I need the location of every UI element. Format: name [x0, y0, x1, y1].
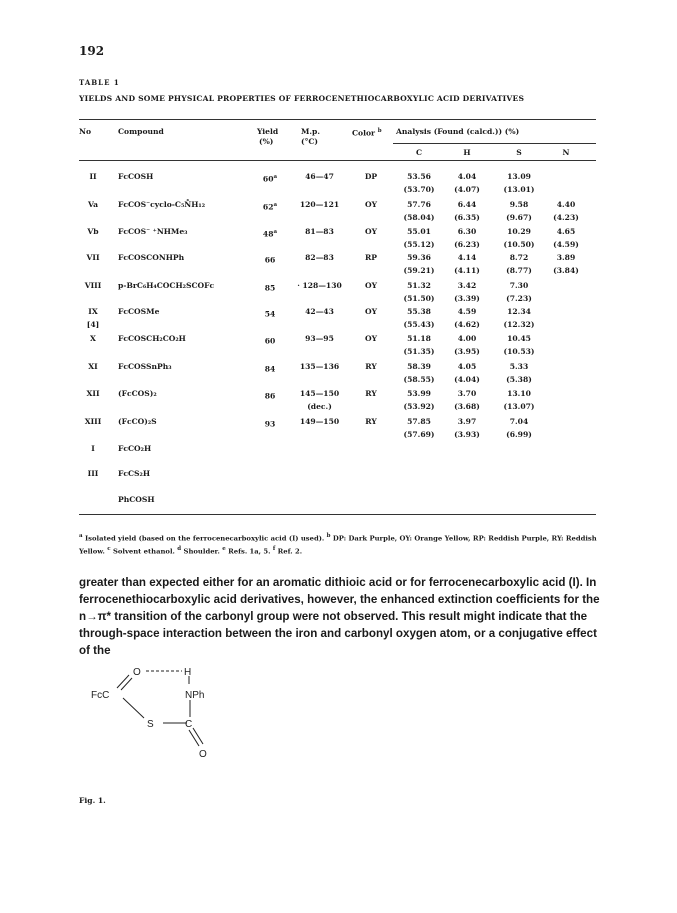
cell-h-value: 4.00 — [457, 334, 477, 343]
cell-yield-value: 62 — [262, 202, 274, 212]
cell-color-value: RP — [364, 253, 378, 262]
cell-compound — [118, 280, 253, 293]
footnote-d-text: Shoulder. — [183, 547, 220, 556]
cell-yield-value: 60 — [262, 174, 274, 184]
cell-c — [394, 199, 444, 224]
cell-h-value: 6.30 — [457, 227, 477, 236]
cell-s-value: 13.10 — [507, 389, 531, 398]
cell-mp — [292, 280, 347, 293]
cell-no-value: XII — [86, 389, 100, 398]
footnote-c-text: Solvent ethanol. — [112, 547, 175, 556]
cell-n-secondary: (4.23) — [553, 212, 579, 222]
cell-s-secondary: (13.07) — [503, 401, 535, 411]
cell-yield — [255, 416, 285, 431]
figure-caption: Fig. 1. — [79, 796, 106, 805]
footnote-b-mark: b — [326, 533, 331, 539]
cell-color-value: OY — [364, 334, 378, 343]
cell-no — [79, 333, 107, 346]
atom-h: H — [184, 667, 192, 678]
cell-mp — [292, 306, 347, 319]
cell-s — [494, 333, 544, 358]
cell-color — [352, 361, 390, 374]
header-color — [352, 126, 382, 139]
cell-h-secondary: (6.35) — [454, 212, 480, 222]
cell-s — [494, 443, 544, 456]
cell-mp — [292, 226, 347, 239]
cell-compound — [118, 494, 253, 507]
header-compound: Compound — [118, 127, 164, 136]
cell-color — [352, 171, 390, 184]
cell-s — [494, 388, 544, 413]
cell-s — [494, 468, 544, 481]
cell-mp — [292, 361, 347, 374]
footnote-e-text: Refs. 1a, 5. — [228, 547, 271, 556]
cell-mp — [292, 494, 347, 507]
cell-h-value: 6.44 — [457, 200, 477, 209]
cell-yield — [255, 252, 285, 267]
cell-no — [79, 171, 107, 184]
cell-c-value: 59.36 — [407, 253, 431, 262]
cell-no-value: X — [90, 334, 96, 343]
cell-yield-note: a — [273, 229, 278, 235]
footnote-f-mark: f — [272, 546, 276, 553]
structure-diagram — [89, 660, 229, 780]
cell-yield-note: a — [273, 174, 278, 180]
cell-c-secondary: (58.55) — [403, 374, 435, 384]
footnote-a-mark: a — [79, 533, 83, 539]
cell-c — [394, 468, 444, 481]
cell-s-value: 10.29 — [507, 227, 531, 236]
cell-c — [394, 171, 444, 196]
cell-compound — [118, 333, 253, 346]
cell-compound-value: FcCOSSnPh₃ — [118, 362, 172, 371]
footnote-d-mark: d — [177, 546, 182, 553]
cell-yield — [255, 199, 285, 214]
footnote-c-mark: c — [107, 546, 111, 553]
cell-compound-value: FcCS₂H — [118, 469, 151, 478]
cell-yield-value: 66 — [264, 255, 276, 265]
cell-mp — [292, 443, 347, 456]
cell-yield-value: 85 — [264, 283, 276, 293]
footnote-b-text: DP: Dark Purple, OY: Orange Yellow, RP: Reddish Purple, RY: Reddish Yellow. — [79, 534, 597, 556]
atom-fcc: FcC — [91, 690, 110, 701]
cell-compound — [118, 306, 253, 319]
cell-c-value: 57.85 — [407, 417, 431, 426]
cell-h — [447, 361, 487, 386]
footnote-e-mark: e — [222, 546, 226, 553]
table-footnote — [79, 531, 609, 558]
header-color-text: Color — [352, 128, 376, 138]
cell-yield-value: 86 — [264, 391, 276, 401]
table-header-rule — [79, 160, 596, 161]
bond-fcc-s — [123, 698, 144, 718]
cell-c-value: 51.18 — [407, 334, 431, 343]
cell-color — [352, 199, 390, 212]
cell-h-secondary: (4.07) — [454, 184, 480, 194]
cell-h-secondary: (3.95) — [454, 346, 480, 356]
cell-compound-value: (FcCO)₂S — [118, 417, 157, 426]
cell-mp — [292, 333, 347, 346]
cell-h — [447, 443, 487, 456]
cell-h-secondary: (3.93) — [454, 429, 480, 439]
cell-s-secondary: (12.32) — [503, 319, 535, 329]
cell-h — [447, 333, 487, 358]
atom-o1: O — [133, 667, 141, 678]
cell-mp-value: 93—95 — [305, 334, 334, 343]
cell-yield — [255, 171, 285, 186]
cell-no-value: II — [89, 172, 97, 181]
cell-n-value: 4.40 — [556, 200, 576, 209]
header-mp-unit: (°C) — [301, 137, 319, 146]
cell-compound-value: FcCOSMe — [118, 307, 160, 316]
cell-s — [494, 280, 544, 305]
cell-n — [546, 171, 586, 184]
cell-color-value: OY — [364, 307, 378, 316]
cell-s-secondary: (8.77) — [506, 265, 532, 275]
cell-color — [352, 252, 390, 265]
cell-h-secondary: (3.68) — [454, 401, 480, 411]
cell-s-value: 7.30 — [509, 281, 529, 290]
cell-mp-value: 42—43 — [305, 307, 334, 316]
cell-h-value: 3.97 — [457, 417, 477, 426]
cell-color — [352, 416, 390, 429]
cell-compound-value: PhCOSH — [118, 495, 155, 504]
cell-h — [447, 306, 487, 331]
cell-c — [394, 333, 444, 358]
cell-compound-value: (FcCOS)₂ — [118, 389, 157, 398]
cell-color-value: RY — [365, 389, 377, 398]
header-analysis: Analysis (Found (calcd.)) (%) — [396, 127, 520, 136]
cell-c-secondary: (58.04) — [403, 212, 435, 222]
footnote-f-text: Ref. 2. — [277, 547, 303, 556]
cell-s-secondary: (7.23) — [506, 293, 532, 303]
cell-s-secondary: (10.50) — [503, 239, 535, 249]
footnote-a-text: Isolated yield (based on the ferrocenecarboxylic acid (I) used). — [84, 534, 325, 543]
cell-c — [394, 361, 444, 386]
cell-h — [447, 226, 487, 251]
cell-no — [79, 468, 107, 481]
cell-h — [447, 416, 487, 441]
cell-mp-value: 46—47 — [305, 172, 334, 181]
cell-c — [394, 306, 444, 331]
cell-no — [79, 388, 107, 401]
cell-color — [352, 280, 390, 293]
cell-color-value: OY — [364, 227, 378, 236]
cell-c-secondary: (59.21) — [403, 265, 435, 275]
cell-h — [447, 468, 487, 481]
cell-n — [546, 226, 586, 251]
cell-h-value: 4.04 — [457, 172, 477, 181]
cell-color-value: RY — [365, 417, 377, 426]
cell-yield-value: 48 — [262, 229, 274, 239]
cell-compound-value: FcCOS⁻ ⁺NHMe₃ — [118, 227, 188, 236]
cell-compound — [118, 388, 253, 401]
cell-h-value: 3.42 — [457, 281, 477, 290]
cell-n — [546, 252, 586, 277]
cell-s-value: 9.58 — [509, 200, 529, 209]
header-mp: M.p. — [301, 127, 321, 136]
cell-yield — [255, 361, 285, 376]
cell-n — [546, 361, 586, 374]
header-n: N — [562, 148, 570, 157]
cell-no-value: XIII — [84, 417, 102, 426]
cell-no-value: XI — [88, 362, 98, 371]
cell-h — [447, 199, 487, 224]
cell-s — [494, 252, 544, 277]
cell-color — [352, 388, 390, 401]
cell-c-secondary: (51.50) — [403, 293, 435, 303]
cell-mp-value: 149—150 — [299, 417, 340, 426]
cell-s-value: 7.04 — [509, 417, 529, 426]
cell-h-value: 4.59 — [457, 307, 477, 316]
cell-no — [79, 252, 107, 265]
cell-c-value: 53.99 — [407, 389, 431, 398]
cell-c — [394, 388, 444, 413]
cell-no — [79, 226, 107, 239]
cell-h-secondary: (6.23) — [454, 239, 480, 249]
atom-c: C — [185, 719, 193, 730]
table-label: TABLE 1 — [79, 78, 120, 87]
cell-c-value: 57.76 — [407, 200, 431, 209]
header-h: H — [463, 148, 471, 157]
bond-c-o — [117, 675, 129, 688]
cell-mp-secondary: (dec.) — [307, 401, 332, 411]
header-s: S — [516, 148, 522, 157]
cell-compound — [118, 443, 253, 456]
cell-n-value: 4.65 — [556, 227, 576, 236]
cell-color-value: OY — [364, 281, 378, 290]
cell-s — [494, 494, 544, 507]
cell-h — [447, 171, 487, 196]
cell-mp-value: 135—136 — [299, 362, 340, 371]
cell-s-value: 13.09 — [507, 172, 531, 181]
cell-h — [447, 280, 487, 305]
cell-c — [394, 226, 444, 251]
cell-compound-value: FcCOS⁻cyclo-C₅N̊H₁₂ — [118, 200, 206, 209]
cell-yield — [255, 333, 285, 348]
cell-no-ref: [4] — [86, 319, 100, 329]
atom-s: S — [147, 719, 154, 730]
cell-n — [546, 416, 586, 429]
cell-yield — [255, 388, 285, 403]
cell-no-value: IX — [88, 307, 98, 316]
cell-mp — [292, 416, 347, 429]
cell-h-secondary: (4.11) — [454, 265, 480, 275]
page-number: 192 — [79, 44, 105, 58]
cell-no-value: III — [87, 469, 99, 478]
cell-compound — [118, 226, 253, 239]
cell-mp-value: 82—83 — [305, 253, 334, 262]
cell-c — [394, 494, 444, 507]
cell-no-value: VII — [86, 253, 100, 262]
cell-mp-value: 145—150 — [299, 389, 340, 398]
cell-c-value: 55.38 — [407, 307, 431, 316]
cell-n — [546, 388, 586, 401]
cell-color-value: DP — [364, 172, 378, 181]
bond-c-o2-double — [189, 730, 199, 746]
cell-s — [494, 306, 544, 331]
header-no: No — [79, 127, 92, 136]
cell-mp — [292, 171, 347, 184]
table-title: YIELDS AND SOME PHYSICAL PROPERTIES OF FERROCENETHIOCARBOXYLIC ACID DERIVATIVES — [79, 94, 525, 103]
cell-compound — [118, 361, 253, 374]
header-c: C — [415, 148, 423, 157]
cell-compound-value: FcCOSCONHPh — [118, 253, 185, 262]
cell-n — [546, 280, 586, 293]
atom-n: NPh — [185, 690, 205, 701]
cell-compound — [118, 199, 253, 212]
cell-yield-value: 93 — [264, 419, 276, 429]
bond-c-o-double — [121, 678, 132, 690]
cell-no-value: Vb — [87, 227, 99, 236]
cell-n-secondary: (4.59) — [553, 239, 579, 249]
cell-s-value: 5.33 — [509, 362, 529, 371]
cell-yield-note: a — [273, 202, 278, 208]
cell-s-secondary: (9.67) — [506, 212, 532, 222]
cell-s — [494, 361, 544, 386]
table-bottom-rule — [79, 514, 596, 515]
cell-compound-value: FcCOSCH₂CO₂H — [118, 334, 186, 343]
cell-h-value: 4.14 — [457, 253, 477, 262]
cell-s-value: 10.45 — [507, 334, 531, 343]
cell-compound — [118, 416, 253, 429]
cell-c — [394, 443, 444, 456]
cell-n — [546, 443, 586, 456]
analysis-rule — [393, 143, 596, 144]
cell-c-secondary: (53.70) — [403, 184, 435, 194]
cell-s-secondary: (10.53) — [503, 346, 535, 356]
cell-h-value: 4.05 — [457, 362, 477, 371]
cell-h — [447, 252, 487, 277]
cell-c-value: 55.01 — [407, 227, 431, 236]
cell-h-secondary: (3.39) — [454, 293, 480, 303]
body-paragraph: greater than expected either for an aromatic dithioic acid or for ferrocenecarboxylic acid (I). In ferrocenethiocarboxylic acid derivatives, however, the enhanced extinction coefficients for the n→π* transition of the carbonyl group were not observed. This result might indicate that the through-space interaction between the iron and carbonyl oxygen atom, or a conjugative effect of the — [79, 576, 600, 657]
cell-color-value: OY — [364, 200, 378, 209]
cell-yield-value: 84 — [264, 364, 276, 374]
cell-mp — [292, 252, 347, 265]
cell-s — [494, 416, 544, 441]
cell-s-value: 8.72 — [509, 253, 529, 262]
header-color-note: b — [377, 128, 382, 134]
cell-h — [447, 494, 487, 507]
cell-yield-value: 60 — [264, 336, 276, 346]
cell-n — [546, 333, 586, 346]
cell-mp — [292, 199, 347, 212]
cell-no — [79, 443, 107, 456]
cell-no-value: I — [91, 444, 95, 453]
cell-no-value: Va — [87, 200, 99, 209]
header-yield: Yield — [257, 127, 279, 136]
cell-c-secondary: (53.92) — [403, 401, 435, 411]
cell-c-secondary: (55.43) — [403, 319, 435, 329]
cell-color-value: RY — [365, 362, 377, 371]
atom-o2: O — [199, 749, 207, 760]
cell-color — [352, 306, 390, 319]
cell-c-secondary: (55.12) — [403, 239, 435, 249]
cell-no — [79, 361, 107, 374]
cell-compound — [118, 171, 253, 184]
cell-c-value: 51.32 — [407, 281, 431, 290]
cell-c-value: 53.56 — [407, 172, 431, 181]
cell-color — [352, 333, 390, 346]
cell-yield — [255, 306, 285, 321]
cell-h-secondary: (4.04) — [454, 374, 480, 384]
cell-h-value: 3.70 — [457, 389, 477, 398]
cell-compound-value: FcCO₂H — [118, 444, 152, 453]
cell-c-secondary: (51.35) — [403, 346, 435, 356]
cell-mp — [292, 388, 347, 413]
cell-n — [546, 306, 586, 319]
cell-c — [394, 252, 444, 277]
header-yield-unit: (%) — [259, 137, 274, 146]
cell-n — [546, 468, 586, 481]
cell-n-value: 3.89 — [556, 253, 576, 262]
cell-no — [79, 199, 107, 212]
cell-c-value: 58.39 — [407, 362, 431, 371]
cell-yield — [255, 226, 285, 241]
cell-c-secondary: (57.69) — [403, 429, 435, 439]
cell-mp-value: 120—121 — [299, 200, 340, 209]
cell-h — [447, 388, 487, 413]
cell-compound — [118, 468, 253, 481]
cell-no — [79, 306, 107, 331]
cell-compound — [118, 252, 253, 265]
cell-s-secondary: (13.01) — [503, 184, 535, 194]
cell-s — [494, 199, 544, 224]
cell-yield — [255, 280, 285, 295]
cell-no — [79, 280, 107, 293]
bond-c-o2 — [193, 728, 203, 744]
cell-c — [394, 280, 444, 305]
cell-no — [79, 416, 107, 429]
cell-s-value: 12.34 — [507, 307, 531, 316]
cell-mp-value: · 128—130 — [297, 281, 342, 290]
cell-no-value: VIII — [84, 281, 102, 290]
cell-mp — [292, 468, 347, 481]
cell-color — [352, 226, 390, 239]
cell-s-secondary: (5.38) — [506, 374, 532, 384]
cell-c — [394, 416, 444, 441]
cell-n — [546, 199, 586, 224]
cell-n-secondary: (3.84) — [553, 265, 579, 275]
cell-h-secondary: (4.62) — [454, 319, 480, 329]
table-top-rule — [79, 119, 596, 120]
cell-compound-value: FcCOSH — [118, 172, 154, 181]
cell-n — [546, 494, 586, 507]
cell-s — [494, 226, 544, 251]
cell-s — [494, 171, 544, 196]
cell-yield-value: 54 — [264, 309, 276, 319]
cell-mp-value: 81—83 — [305, 227, 334, 236]
cell-compound-value: p-BrC₆H₄COCH₂SCOFc — [118, 281, 215, 290]
cell-s-secondary: (6.99) — [506, 429, 532, 439]
